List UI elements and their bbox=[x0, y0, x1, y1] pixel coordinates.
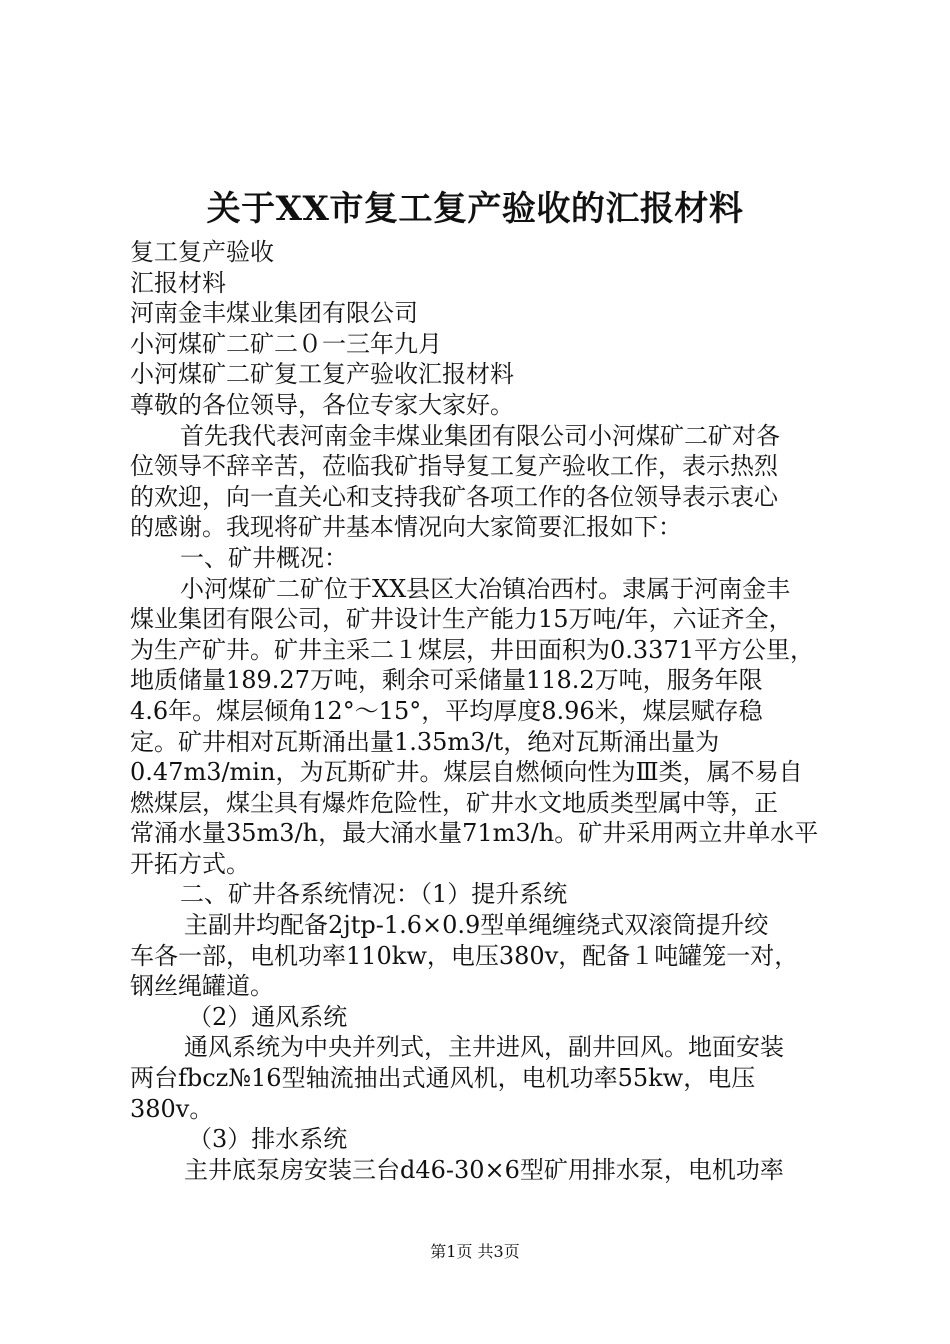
paragraph-line: 为生产矿井。矿井主采二１煤层，井田面积为0.3371平方公里， bbox=[130, 635, 814, 664]
paragraph-line: 主井底泵房安装三台d46-30×6型矿用排水泵，电机功率 bbox=[184, 1155, 784, 1184]
paragraph-line: 通风系统为中央并列式，主井进风，副井回风。地面安装 bbox=[184, 1033, 784, 1062]
paragraph-line: 煤业集团有限公司，矿井设计生产能力15万吨/年，六证齐全， bbox=[130, 605, 793, 634]
salutation: 尊敬的各位领导，各位专家大家好。 bbox=[130, 390, 514, 419]
text-line: 小河煤矿二矿复工复产验收汇报材料 bbox=[130, 360, 514, 389]
subsection-heading: （2）通风系统 bbox=[188, 1002, 348, 1031]
paragraph-line: 燃煤层，煤尘具有爆炸危险性，矿井水文地质类型属中等，正 bbox=[130, 788, 778, 817]
text-line: 复工复产验收 bbox=[130, 238, 274, 266]
text-line: 汇报材料 bbox=[130, 268, 226, 297]
text-line: 河南金丰煤业集团有限公司 bbox=[130, 299, 418, 328]
paragraph-line: 小河煤矿二矿位于XX县区大冶镇冶西村。隶属于河南金丰 bbox=[180, 574, 791, 603]
document-body bbox=[130, 237, 828, 1185]
paragraph-line: 常涌水量35m3/h，最大涌水量71m3/h。矿井采用两立井单水平 bbox=[130, 819, 819, 848]
paragraph-line: 地质储量189.27万吨，剩余可采储量118.2万吨，服务年限 bbox=[130, 666, 763, 695]
subsection-heading: （3）排水系统 bbox=[188, 1125, 348, 1154]
paragraph-line: 位领导不辞辛苦，莅临我矿指导复工复产验收工作，表示热烈 bbox=[130, 452, 778, 481]
paragraph-line: 首先我代表河南金丰煤业集团有限公司小河煤矿二矿对各 bbox=[180, 421, 780, 450]
paragraph-line: 定。矿井相对瓦斯涌出量1.35m3/t，绝对瓦斯涌出量为 bbox=[130, 727, 720, 756]
text-line: 小河煤矿二矿二０一三年九月 bbox=[130, 329, 442, 358]
paragraph-line: 的感谢。我现将矿井基本情况向大家简要汇报如下： bbox=[130, 513, 682, 542]
section-heading: 二、矿井各系统情况：（1）提升系统 bbox=[180, 880, 568, 909]
paragraph-line: 两台fbcz№16型轴流抽出式通风机，电机功率55kw，电压 bbox=[130, 1064, 756, 1093]
paragraph-line: 的欢迎，向一直关心和支持我矿各项工作的各位领导表示衷心 bbox=[130, 482, 778, 511]
paragraph-line: 主副井均配备2jtp-1.6×0.9型单绳缠绕式双滚筒提升绞 bbox=[184, 911, 769, 940]
paragraph-line: 0.47m3/min，为瓦斯矿井。煤层自燃倾向性为Ⅲ类，属不易自 bbox=[130, 758, 803, 787]
paragraph-line: 车各一部，电机功率110kw，电压380v，配备１吨罐笼一对， bbox=[130, 941, 799, 970]
section-heading: 一、矿井概况： bbox=[180, 543, 348, 572]
document-title: 关于XX市复工复产验收的汇报材料 bbox=[206, 189, 744, 229]
paragraph-line: 开拓方式。 bbox=[130, 849, 250, 878]
paragraph-line: 4.6年。煤层倾角12°～15°，平均厚度8.96米，煤层赋存稳 bbox=[130, 696, 763, 725]
page-footer: 第1页 共3页 bbox=[430, 1242, 520, 1261]
paragraph-line: 钢丝绳罐道。 bbox=[130, 972, 274, 1001]
paragraph-line: 380v。 bbox=[130, 1094, 214, 1123]
